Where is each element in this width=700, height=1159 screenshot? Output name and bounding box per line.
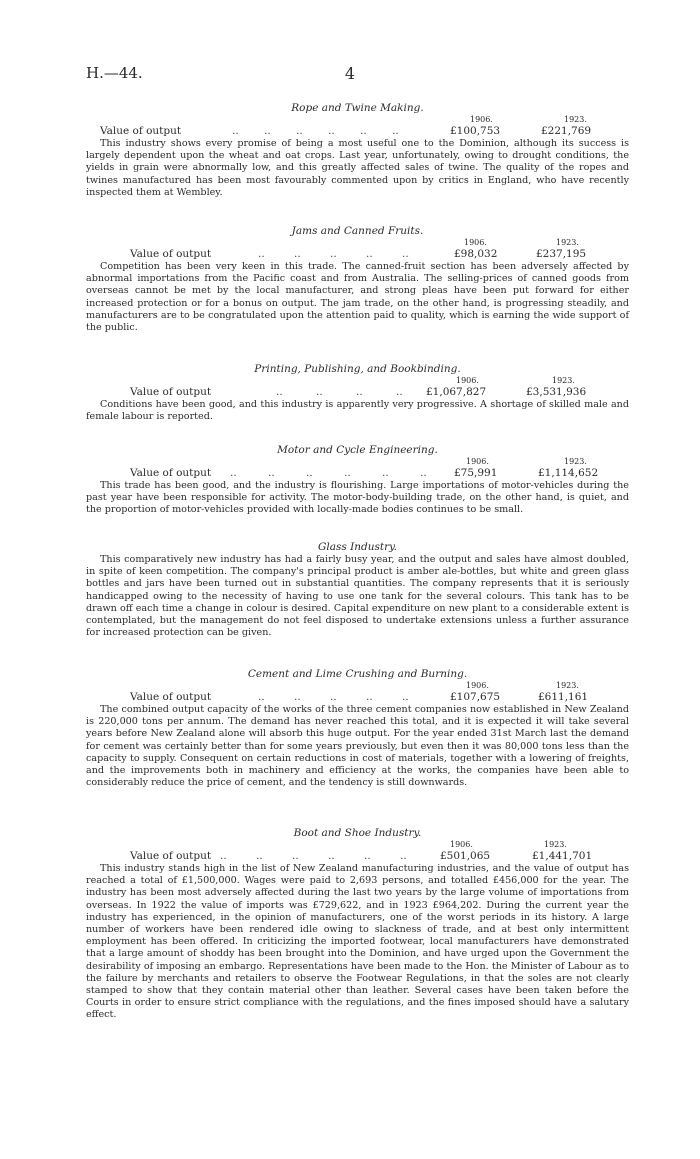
- paragraph: Competition has been very keen in this trade. The canned-fruit section has been adversely affected by abnormal importations from the Pacific coast and from Australia. The selling-prices of canned goods from overseas cannot be met by the local manufacturer, and strong pleas have been put forward for either increased protection or for a bonus on output. The jam trade, on the other hand, is progressing steadily, and manufacturers are to be congratulated upon the attention paid to quality, which is earning the wide support of the public.: [86, 261, 629, 334]
- value-row: [86, 125, 629, 138]
- value-1923: £3,531,936: [526, 386, 587, 398]
- paragraph: The combined output capacity of the works of the three cement companies now established in New Zealand is 220,000 tons per annum. The demand has never reached this total, and it is expected it will take several years before New Zealand alone will absorb this huge output. For the year ended 31st March last the demand for cement was certainly better than for some years previously, but even then it was 80,000 tons less than the capacity to supply. Consequent on certain reductions in cost of materials, together with a lowering of freights, and the improvements both in machinery and efficiency at the works, the companies have been able to considerably reduce the price of cement, and the tendency is still downwards.: [86, 704, 629, 789]
- section-title: Jams and Canned Fruits.: [291, 225, 424, 237]
- value-1923: £1,114,652: [538, 467, 599, 479]
- section-title: Cement and Lime Crushing and Burning.: [247, 668, 468, 680]
- value-label: Value of output: [130, 691, 212, 703]
- paragraph: This industry stands high in the list of New Zealand manufacturing industries, and the value of output has reached a total of £1,500,000. Wages were paid to 2,693 persons, and totalled £456,000 for the year. The industry has been most adversely affected during the last two years by the large volume of importations from overseas. In 1922 the value of imports was £729,622, and in 1923 £964,202. During the current year the industry has experienced, in the opinion of manufacturers, one of the worst periods in its history. A large number of workers have been rendered idle owing to slackness of trade, and at best only intermittent employment has been offered. In criticizing the imported footwear, local manufacturers have demonstrated that a large amount of shoddy has been brought into the Dominion, and have urged upon the Government the desirability of imposing an embargo. Representations have been made to the Hon. the Minister of Labour as to the failure by merchants and retailers to observe the Footwear Regulations, in that the soles are not clearly stamped to show that they contain material other than leather. Several cases have been taken before the Courts in order to ensure strict compliance with the regulations, and the fines imposed should have a salutary effect.: [86, 863, 629, 1021]
- paragraph: This trade has been good, and the industry is flourishing. Large importations of motor-vehicles during the past year have been responsible for activity. The motor-body-building trade, on the other hand, is quiet, and the proportion of motor-vehicles provided with locally-made bodies continues to be small.: [86, 480, 629, 516]
- year-1923: 1923.: [552, 376, 575, 385]
- value-label: Value of output: [130, 850, 212, 862]
- year-1906: 1906.: [466, 457, 489, 466]
- leader-dots: .. .. .. .. .. ..: [230, 467, 427, 479]
- leader-dots: .. .. .. .. .. ..: [232, 125, 399, 137]
- section-title: Glass Industry.: [317, 541, 398, 553]
- value-1906: £100,753: [450, 125, 501, 137]
- year-1923: 1923.: [564, 457, 587, 466]
- year-1923: 1923.: [564, 115, 587, 124]
- value-1923: £611,161: [538, 691, 589, 703]
- value-label: Value of output: [130, 467, 212, 479]
- value-row: [86, 691, 629, 704]
- value-row: [86, 386, 629, 399]
- value-label: Value of output: [130, 386, 212, 398]
- document-reference: H.—44.: [86, 64, 143, 82]
- value-1906: £1,067,827: [426, 386, 487, 398]
- value-row: [86, 248, 629, 261]
- leader-dots: .. .. .. .. ..: [258, 691, 409, 703]
- section-title: Rope and Twine Making.: [291, 102, 424, 114]
- year-headers: [86, 376, 629, 386]
- section-glass-industry: [86, 540, 629, 639]
- section-boot-and-shoe: [86, 826, 629, 1022]
- year-headers: [86, 457, 629, 467]
- year-headers: [86, 115, 629, 125]
- leader-dots: .. .. .. .. ..: [258, 248, 409, 260]
- value-1923: £1,441,701: [532, 850, 593, 862]
- year-1923: 1923.: [544, 840, 567, 849]
- value-label: Value of output: [130, 248, 212, 260]
- leader-dots: .. .. .. ..: [276, 386, 403, 398]
- paragraph: Conditions have been good, and this industry is apparently very progressive. A shortage of skilled male and female labour is reported.: [86, 399, 629, 423]
- year-1923: 1923.: [556, 238, 579, 247]
- value-1906: £98,032: [454, 248, 498, 260]
- section-title: Motor and Cycle Engineering.: [277, 444, 438, 456]
- year-1906: 1906.: [456, 376, 479, 385]
- value-1906: £501,065: [440, 850, 491, 862]
- page-number: 4: [344, 64, 356, 83]
- year-1906: 1906.: [450, 840, 473, 849]
- section-printing-publishing: [86, 362, 629, 423]
- section-jams-and-canned-fruits: [86, 224, 629, 334]
- year-1906: 1906.: [466, 681, 489, 690]
- page-header: [86, 64, 614, 86]
- year-headers: [86, 238, 629, 248]
- value-1923: £221,769: [541, 125, 592, 137]
- section-cement-and-lime: [86, 667, 629, 789]
- value-1906: £107,675: [450, 691, 501, 703]
- value-row: [86, 467, 629, 480]
- year-1906: 1906.: [464, 238, 487, 247]
- section-motor-and-cycle: [86, 443, 629, 517]
- year-1906: 1906.: [470, 115, 493, 124]
- leader-dots: .. .. .. .. .. ..: [220, 850, 407, 862]
- value-label: Value of output: [100, 125, 182, 137]
- value-row: [86, 850, 629, 863]
- section-rope-and-twine: [86, 101, 629, 199]
- value-1923: £237,195: [536, 248, 587, 260]
- year-1923: 1923.: [556, 681, 579, 690]
- section-title: Boot and Shoe Industry.: [293, 827, 422, 839]
- year-headers: [86, 681, 629, 691]
- year-headers: [86, 840, 629, 850]
- section-title: Printing, Publishing, and Bookbinding.: [254, 363, 461, 375]
- value-1906: £75,991: [454, 467, 498, 479]
- paragraph: This comparatively new industry has had a fairly busy year, and the output and sales have almost doubled, in spite of keen competition. The company's principal product is amber ale-bottles, but white and green glass bottles and jars have been turned out in substantial quantities. The company represents that it is seriously handicapped owing to the necessity of having to use one tank for the several colours. This tank has to be drawn off each time a change in colour is desired. Capital expenditure on new plant to a considerable extent is contemplated, but the management do not feel disposed to undertake extensions unless a further assurance for increased protection can be given.: [86, 554, 629, 639]
- paragraph: This industry shows every promise of being a most useful one to the Dominion, although its success is largely dependent upon the wheat and oat crops. Last year, unfortunately, owing to drought conditions, the yields in grain were abnormally low, and this greatly affected sales of twine. The quality of the ropes and twines manufactured has been most favourably commented upon by critics in England, who have recently inspected them at Wembley.: [86, 138, 629, 198]
